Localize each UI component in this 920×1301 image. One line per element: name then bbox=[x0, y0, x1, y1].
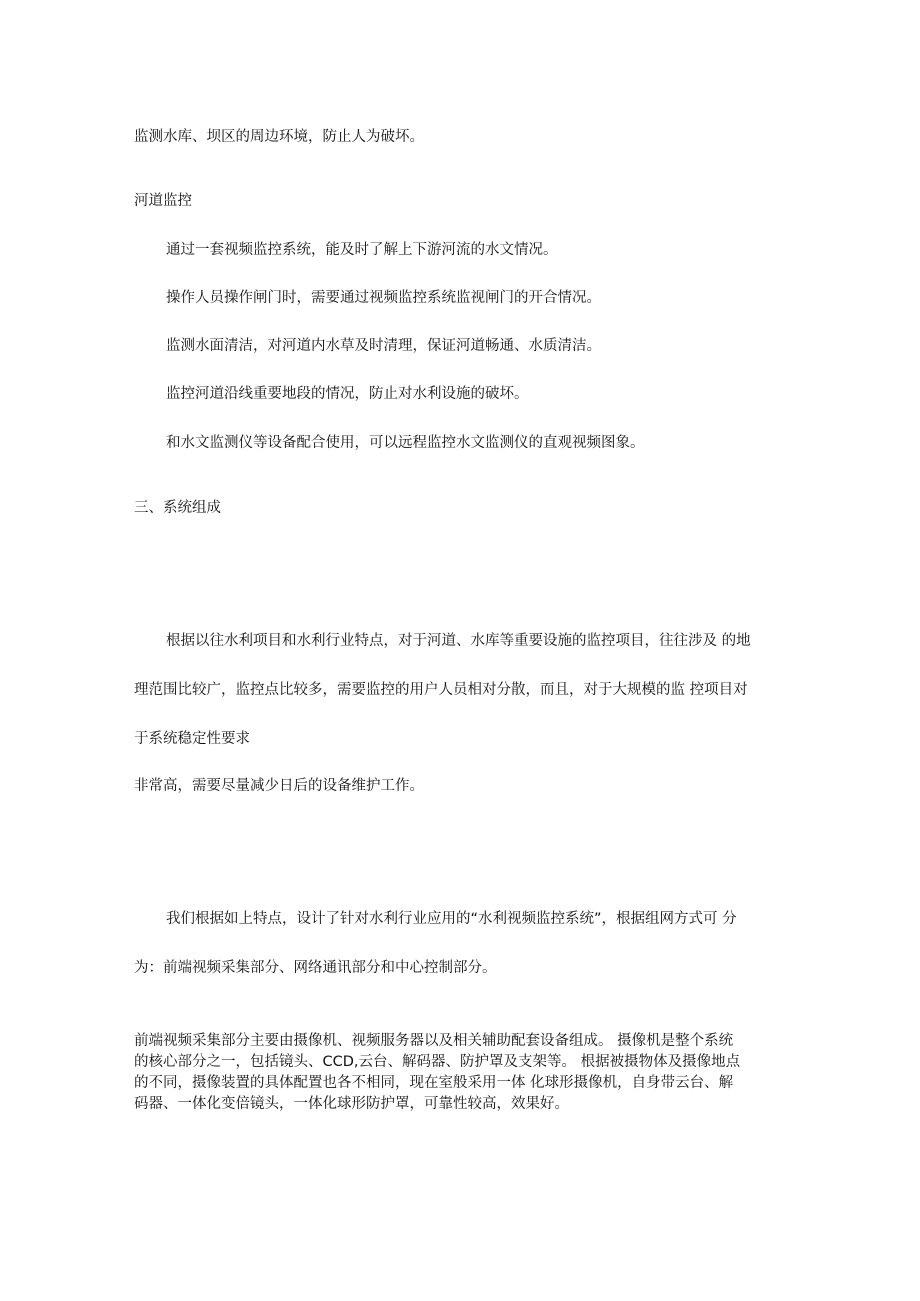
text-line: 前端视频采集部分主要由摄像机、视频服务器以及相关辅助配套设备组成。 摄像机是整个系统 bbox=[134, 1033, 734, 1049]
text-line: 为：前端视频采集部分、网络通讯部分和中心控制部分。 bbox=[134, 960, 497, 976]
text-line: 监测水面清洁，对河道内水草及时清理，保证河道畅通、水质清洁。 bbox=[166, 338, 601, 354]
text-line: 根据以往水利项目和水利行业特点，对于河道、水库等重要设施的监控项目，往往涉及 的地 bbox=[166, 633, 751, 649]
text-line: 的不同，摄像装置的具体配置也各不相同，现在室般采用一体 化球形摄像机，自身带云台、解 bbox=[134, 1075, 734, 1091]
text-line: 于系统稳定性要求 bbox=[134, 731, 250, 747]
section-heading-river-monitoring: 河道监控 bbox=[134, 193, 192, 209]
text-line: 码器、一体化变倍镜头，一体化球形防护罩，可靠性较高，效果好。 bbox=[134, 1096, 569, 1112]
text-line: 我们根据如上特点，设计了针对水利行业应用的“水利视频监控系统”，根据组网方式可 分 bbox=[166, 911, 737, 927]
text-line: 理范围比较广，监控点比较多，需要监控的用户人员相对分散，而且，对于大规模的监 控项目对 bbox=[134, 682, 748, 698]
text-line: 和水文监测仪等设备配合使用，可以远程监控水文监测仪的直观视频图象。 bbox=[166, 435, 645, 451]
text-line: 的核心部分之一，包括镜头、CCD,云台、解码器、防护罩及支架等。 根据被摄物体及摄像地点 bbox=[134, 1054, 741, 1070]
paragraph-frontend-video-capture bbox=[134, 1031, 794, 1115]
text-line: 非常高，需要尽量减少日后的设备维护工作。 bbox=[134, 778, 424, 794]
text-line: 监测水库、坝区的周边环境，防止人为破坏。 bbox=[134, 129, 424, 145]
section-heading-system-composition: 三、系统组成 bbox=[134, 500, 221, 516]
text-line: 通过一套视频监控系统，能及时了解上下游河流的水文情况。 bbox=[166, 242, 558, 258]
text-line: 监控河道沿线重要地段的情况，防止对水利设施的破坏。 bbox=[166, 386, 529, 402]
text-line: 操作人员操作闸门时，需要通过视频监控系统监视闸门的开合情况。 bbox=[166, 290, 601, 306]
